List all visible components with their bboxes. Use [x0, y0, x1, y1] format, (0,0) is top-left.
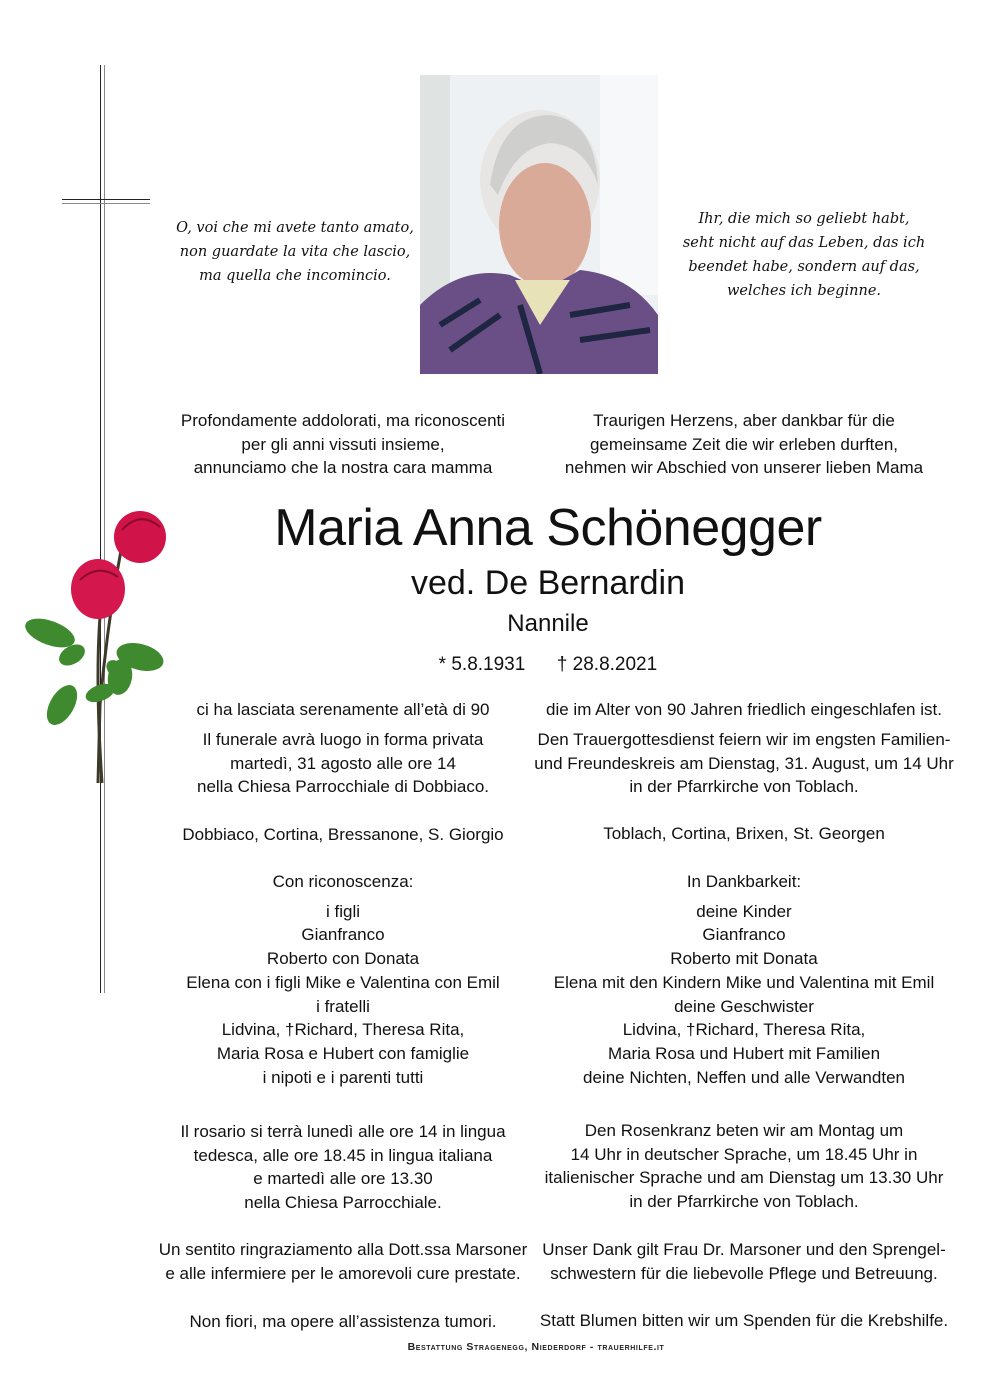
- text-line: Non fiori, ma opere all’assistenza tumori.: [189, 1312, 497, 1331]
- intro-german: [565, 409, 923, 480]
- mourners-german: [554, 870, 934, 1089]
- text-line: In Dankbarkeit:: [686, 872, 802, 891]
- intro-italian: [181, 409, 505, 480]
- cross-horizontal-bar: [62, 199, 150, 204]
- funeral-home-footer: Bestattung Stragenegg, Niederdorf - trauerhilfe.it: [407, 1341, 665, 1353]
- text-line: nehmen wir Abschied von unserer lieben Mama: [564, 458, 924, 478]
- text-line: Gianfranco: [702, 925, 786, 945]
- roses-illustration: [22, 505, 172, 790]
- places-italian: [182, 823, 503, 847]
- text-line: in der Pfarrkirche von Toblach.: [629, 1192, 859, 1212]
- thanks-german: [542, 1238, 945, 1285]
- donations-italian: [189, 1310, 496, 1334]
- text-line: Il rosario si terrà lunedì alle ore 14 in lingua: [180, 1122, 506, 1141]
- text-line: Roberto mit Donata: [670, 949, 818, 969]
- deceased-name: Maria Anna Schönegger: [274, 499, 822, 557]
- text-line: Il funerale avrà luogo in forma privata: [202, 730, 484, 749]
- text-line: ci ha lasciata serenamente all’età di 90: [196, 700, 490, 719]
- text-line: Maria Rosa e Hubert con famiglie: [216, 1043, 470, 1063]
- mourners-italian: [186, 870, 499, 1089]
- text-line: Elena con i figli Mike e Valentina con Emil: [186, 972, 500, 992]
- text-line: Lidvina, †Richard, Theresa Rita,: [622, 1020, 866, 1040]
- text-line: Den Trauergottesdienst feiern wir im engsten Familien-: [537, 730, 951, 749]
- text-line: Statt Blumen bitten wir um Spenden für die Krebshilfe.: [539, 1311, 949, 1330]
- places-german: [603, 822, 885, 846]
- text-line: beendet habe, sondern auf das,: [688, 259, 920, 275]
- text-line: Unser Dank gilt Frau Dr. Marsoner und den Sprengel-: [542, 1240, 946, 1259]
- birth-date: * 5.8.1931: [438, 654, 526, 675]
- text-line: Elena mit den Kindern Mike und Valentina mit Emil: [553, 972, 935, 992]
- text-line: Lidvina, †Richard, Theresa Rita,: [221, 1020, 465, 1040]
- text-line: Ihr, die mich so geliebt habt,: [698, 211, 910, 227]
- text-line: Maria Rosa und Hubert mit Familien: [607, 1043, 881, 1063]
- text-line: i nipoti e i parenti tutti: [262, 1067, 424, 1087]
- rosary-german: [545, 1119, 944, 1214]
- deceased-nickname: Nannile: [507, 610, 589, 637]
- text-line: schwestern für die liebevolle Pflege und Betreuung.: [550, 1263, 938, 1283]
- thanks-italian: [159, 1238, 528, 1285]
- text-line: nella Chiesa Parrocchiale.: [244, 1193, 442, 1213]
- text-line: Profondamente addolorati, ma riconoscenti: [180, 411, 506, 430]
- text-line: ma quella che incomincio.: [199, 268, 391, 284]
- rosary-italian: [180, 1120, 505, 1215]
- text-line: italienischer Sprache und am Dienstag um 13.30 Uhr: [544, 1168, 944, 1188]
- text-line: seht nicht auf das Leben, das ich: [682, 235, 926, 251]
- donations-german: [540, 1309, 948, 1333]
- death-date: † 28.8.2021: [556, 654, 658, 675]
- text-line: e martedì alle ore 13.30: [253, 1169, 433, 1189]
- quote-italian: [176, 216, 414, 288]
- text-line: tedesca, alle ore 18.45 in lingua italiana: [193, 1145, 493, 1165]
- text-line: i fratelli: [316, 996, 370, 1016]
- text-line: gemeinsame Zeit die wir erleben durften,: [589, 434, 899, 454]
- text-line: Un sentito ringraziamento alla Dott.ssa Marsoner: [158, 1240, 528, 1259]
- text-line: Roberto con Donata: [266, 949, 420, 969]
- text-line: martedì, 31 agosto alle ore 14: [230, 753, 456, 773]
- text-line: die im Alter von 90 Jahren friedlich eingeschlafen ist.: [546, 700, 942, 719]
- age-italian: [197, 698, 490, 722]
- quote-german: [683, 207, 925, 303]
- text-line: deine Geschwister: [674, 996, 814, 1016]
- text-line: Gianfranco: [301, 925, 385, 945]
- text-line: deine Nichten, Neffen und alle Verwandten: [583, 1067, 905, 1087]
- text-line: annunciamo che la nostra cara mamma: [193, 458, 493, 478]
- rose-bottom: [71, 559, 125, 619]
- text-line: i figli: [325, 901, 360, 921]
- funeral-german: [534, 728, 954, 799]
- rose-top: [114, 511, 166, 563]
- deceased-maiden-name: ved. De Bernardin: [410, 564, 686, 602]
- text-line: Con riconoscenza:: [272, 872, 414, 891]
- text-line: O, voi che mi avete tanto amato,: [176, 220, 414, 236]
- text-line: in der Pfarrkirche von Toblach.: [629, 777, 859, 797]
- text-line: Traurigen Herzens, aber dankbar für die: [593, 411, 895, 430]
- text-line: 14 Uhr in deutscher Sprache, um 18.45 Uhr in: [570, 1144, 918, 1164]
- age-german: [546, 698, 942, 722]
- text-line: welches ich beginne.: [726, 283, 882, 299]
- text-line: non guardate la vita che lascio,: [179, 244, 411, 260]
- text-line: Den Rosenkranz beten wir am Montag um: [584, 1121, 904, 1140]
- text-line: deine Kinder: [696, 901, 792, 921]
- text-line: e alle infermiere per le amorevoli cure prestate.: [165, 1263, 521, 1283]
- text-line: und Freundeskreis am Dienstag, 31. August, um 14 Uhr: [534, 753, 954, 773]
- portrait-photo: [420, 75, 658, 374]
- text-line: Dobbiaco, Cortina, Bressanone, S. Giorgio: [182, 825, 504, 844]
- funeral-italian: [197, 728, 489, 799]
- text-line: per gli anni vissuti insieme,: [241, 434, 445, 454]
- text-line: nella Chiesa Parrocchiale di Dobbiaco.: [197, 777, 489, 797]
- text-line: Toblach, Cortina, Brixen, St. Georgen: [603, 824, 885, 843]
